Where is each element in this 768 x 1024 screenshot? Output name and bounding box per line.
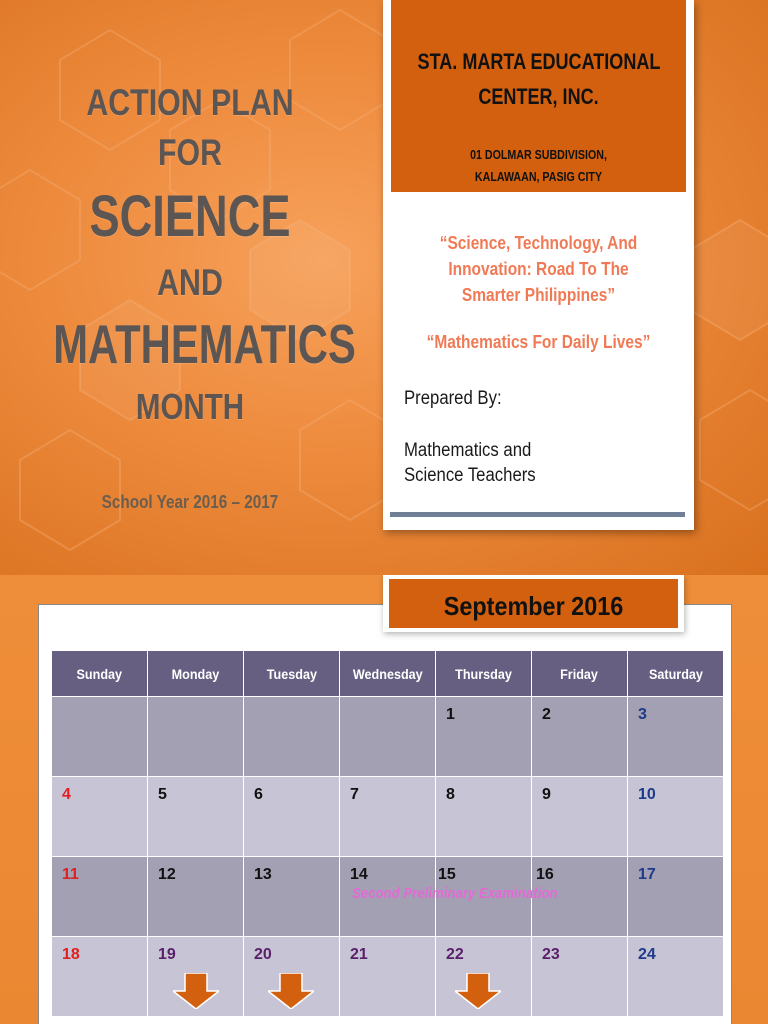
week-row-4	[52, 937, 724, 1017]
day-cell	[244, 777, 340, 857]
month-title-fill	[389, 579, 678, 628]
day-cell	[52, 937, 148, 1017]
weekday-monday: Monday	[148, 651, 244, 697]
day-cell	[340, 937, 436, 1017]
prepared-by-label: Prepared By:	[404, 388, 502, 409]
day-cell	[436, 697, 532, 777]
day-number: 6	[254, 786, 263, 803]
day-number: 23	[542, 946, 560, 963]
day-cell	[148, 777, 244, 857]
day-number: 17	[638, 866, 656, 883]
weekday-thursday: Thursday	[436, 651, 532, 697]
day-cell	[532, 697, 628, 777]
day-cell	[436, 777, 532, 857]
day-number: 16	[536, 866, 554, 883]
day-cell	[244, 857, 340, 937]
week-row-1	[52, 697, 724, 777]
day-cell	[340, 697, 436, 777]
school-name	[418, 44, 660, 114]
down-arrow-icon	[173, 973, 219, 1009]
day-number: 21	[350, 946, 368, 963]
day-number: 24	[638, 946, 656, 963]
day-number: 20	[254, 946, 272, 963]
title-line-1: ACTION PLAN	[86, 82, 294, 123]
day-number: 3	[638, 706, 647, 723]
day-cell	[532, 937, 628, 1017]
weekday-wednesday: Wednesday	[340, 651, 436, 697]
day-number: 5	[158, 786, 167, 803]
school-address	[418, 144, 660, 188]
day-number: 11	[62, 866, 79, 883]
day-cell	[340, 777, 436, 857]
theme-line-3: Smarter Philippines”	[461, 285, 616, 305]
theme-line-1: “Science, Technology, And	[439, 233, 638, 253]
card-header	[391, 0, 686, 192]
prepared-by-names	[404, 438, 536, 488]
day-cell	[244, 697, 340, 777]
event-label: Second Preliminary Examination	[352, 885, 558, 902]
title-line-6: MONTH	[135, 386, 245, 427]
weekday-saturday: Saturday	[628, 651, 724, 697]
day-cell	[148, 857, 244, 937]
month-title-box	[383, 575, 684, 632]
day-cell	[628, 937, 724, 1017]
day-cell	[628, 697, 724, 777]
school-name-line-1: STA. MARTA EDUCATIONAL	[417, 49, 661, 74]
day-number: 2	[542, 706, 551, 723]
calendar-grid	[51, 650, 724, 1017]
prepared-line-1: Mathematics and	[404, 440, 532, 461]
school-name-line-2: CENTER, INC.	[478, 84, 599, 109]
theme-mathematics: “Mathematics For Daily Lives”	[426, 332, 651, 352]
school-year: School Year 2016 – 2017	[101, 492, 279, 512]
day-cell	[148, 697, 244, 777]
weekday-tuesday: Tuesday	[244, 651, 340, 697]
address-line-1: 01 DOLMAR SUBDIVISION,	[470, 147, 607, 162]
title-line-3: SCIENCE	[89, 184, 291, 249]
day-number: 9	[542, 786, 551, 803]
theme-line-2: Innovation: Road To The	[448, 259, 629, 279]
weekday-sunday: Sunday	[52, 651, 148, 697]
title-line-4: AND	[157, 262, 223, 303]
title-line-5: MATHEMATICS	[53, 313, 356, 375]
day-cell	[628, 857, 724, 937]
day-number: 7	[350, 786, 359, 803]
school-info-card	[383, 0, 694, 530]
day-number: 4	[62, 786, 71, 803]
address-line-2: KALAWAAN, PASIG CITY	[474, 169, 603, 184]
title-line-2: FOR	[157, 132, 223, 173]
down-arrow-icon	[455, 973, 501, 1009]
day-cell	[52, 857, 148, 937]
month-title: September 2016	[443, 591, 624, 621]
week-row-2	[52, 777, 724, 857]
day-number: 12	[158, 866, 176, 883]
day-number: 15	[438, 866, 456, 883]
day-number: 8	[446, 786, 455, 803]
day-number: 14	[350, 866, 368, 883]
prepared-line-2: Science Teachers	[404, 465, 536, 486]
weekday-friday: Friday	[532, 651, 628, 697]
down-arrow-icon	[268, 973, 314, 1009]
day-cell	[628, 777, 724, 857]
day-number: 13	[254, 866, 272, 883]
day-number: 18	[62, 946, 80, 963]
day-number: 10	[638, 786, 656, 803]
day-number: 19	[158, 946, 176, 963]
card-bottom-bar	[390, 512, 685, 517]
theme-science	[417, 230, 660, 308]
day-cell	[52, 697, 148, 777]
weekday-header-row	[52, 651, 724, 697]
day-cell	[52, 777, 148, 857]
day-number: 22	[446, 946, 464, 963]
day-cell	[532, 777, 628, 857]
day-number: 1	[446, 706, 455, 723]
